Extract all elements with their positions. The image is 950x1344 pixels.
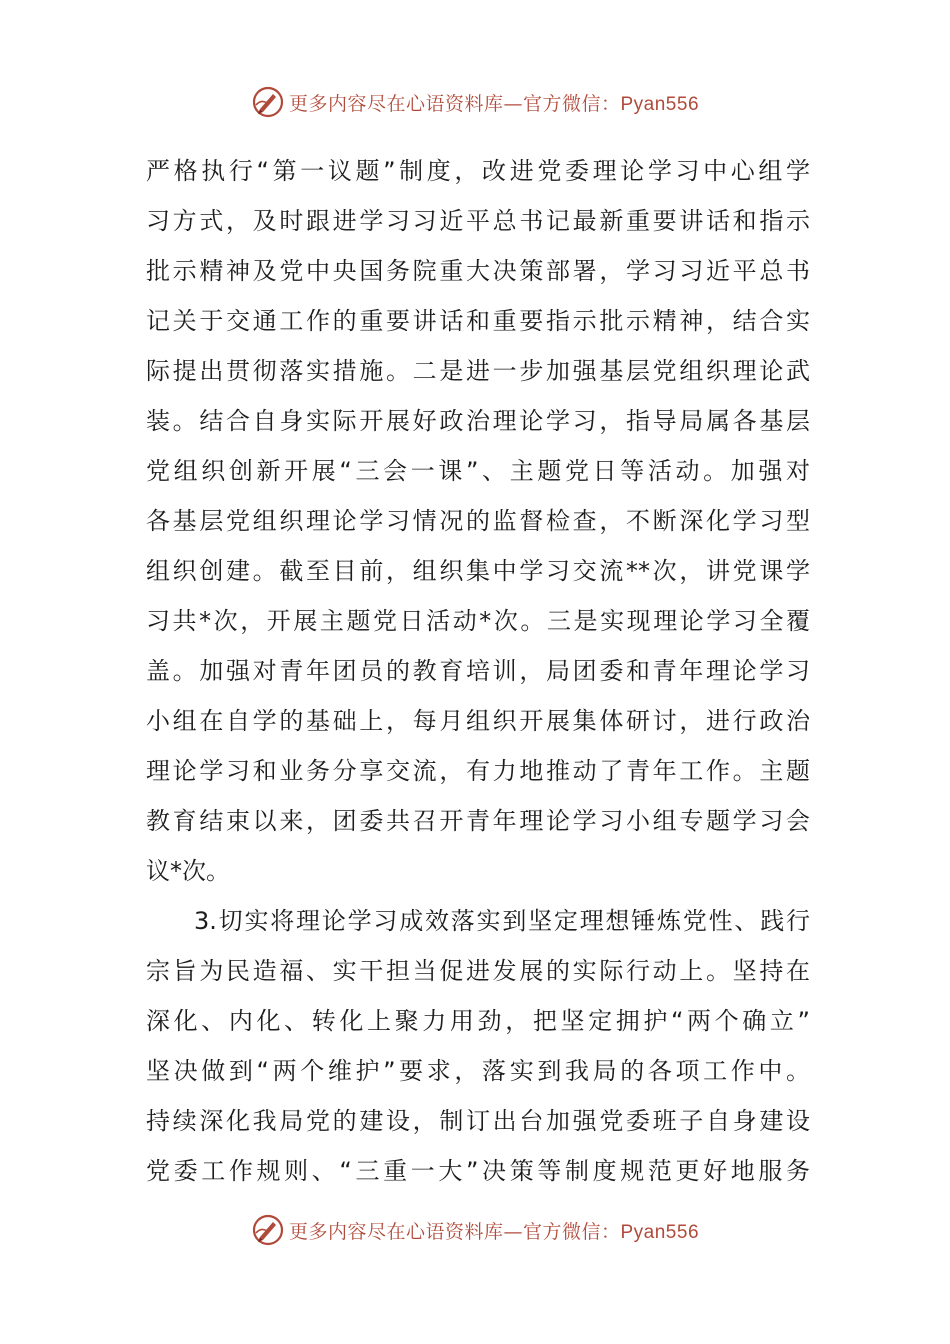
text-line: 批示精神及党中央国务院重大决策部署，学习习近平总书 <box>146 257 810 285</box>
text-line: 盖。加强对青年团员的教育培训，局团委和青年理论学习 <box>146 657 810 685</box>
pen-logo-icon <box>251 85 285 119</box>
paragraph-1 <box>146 146 810 896</box>
text-line: 坚决做到“两个维护”要求，落实到我局的各项工作中。 <box>146 1057 810 1085</box>
text-line: 持续深化我局党的建设，制订出台加强党委班子自身建设 <box>146 1107 810 1135</box>
header-banner <box>0 82 950 122</box>
header-wechat-id: Pyan556 <box>620 93 700 115</box>
text-line: 组织创建。截至目前，组织集中学习交流**次，讲党课学 <box>146 557 810 585</box>
text-line: 理论学习和业务分享交流，有力地推动了青年工作。主题 <box>146 757 810 785</box>
text-line: 议*次。 <box>146 857 230 885</box>
footer-banner-text: 更多内容尽在心语资料库—官方微信：Pyan556 <box>288 1220 700 1243</box>
text-line: 各基层党组织理论学习情况的监督检查，不断深化学习型 <box>146 507 810 535</box>
text-line: 深化、内化、转化上聚力用劲，把坚定拥护“两个确立” <box>146 1007 810 1035</box>
text-line: 际提出贯彻落实措施。二是进一步加强基层党组织理论武 <box>146 357 810 385</box>
text-line: 习方式，及时跟进学习习近平总书记最新重要讲话和指示 <box>146 207 810 235</box>
text-line: 3.切实将理论学习成效落实到坚定理想锤炼党性、践行 <box>194 907 810 935</box>
document-body <box>146 146 810 1196</box>
text-line: 习共*次，开展主题党日活动*次。三是实现理论学习全覆 <box>146 607 810 635</box>
footer-banner <box>0 1210 950 1250</box>
text-line: 党委工作规则、“三重一大”决策等制度规范更好地服务 <box>146 1157 810 1185</box>
text-line: 严格执行“第一议题”制度，改进党委理论学习中心组学 <box>146 157 810 185</box>
text-line: 宗旨为民造福、实干担当促进发展的实际行动上。坚持在 <box>146 957 810 985</box>
text-line: 装。结合自身实际开展好政治理论学习，指导局属各基层 <box>146 407 810 435</box>
header-banner-text: 更多内容尽在心语资料库—官方微信：Pyan556 <box>288 92 700 115</box>
paragraph-2 <box>146 896 810 1196</box>
text-line: 教育结束以来，团委共召开青年理论学习小组专题学习会 <box>146 807 810 835</box>
text-line: 党组织创新开展“三会一课”、主题党日等活动。加强对 <box>146 457 810 485</box>
pen-logo-icon <box>251 1213 285 1247</box>
text-line: 记关于交通工作的重要讲话和重要指示批示精神，结合实 <box>146 307 810 335</box>
text-line: 小组在自学的基础上，每月组织开展集体研讨，进行政治 <box>146 707 810 735</box>
footer-wechat-id: Pyan556 <box>620 1221 700 1243</box>
